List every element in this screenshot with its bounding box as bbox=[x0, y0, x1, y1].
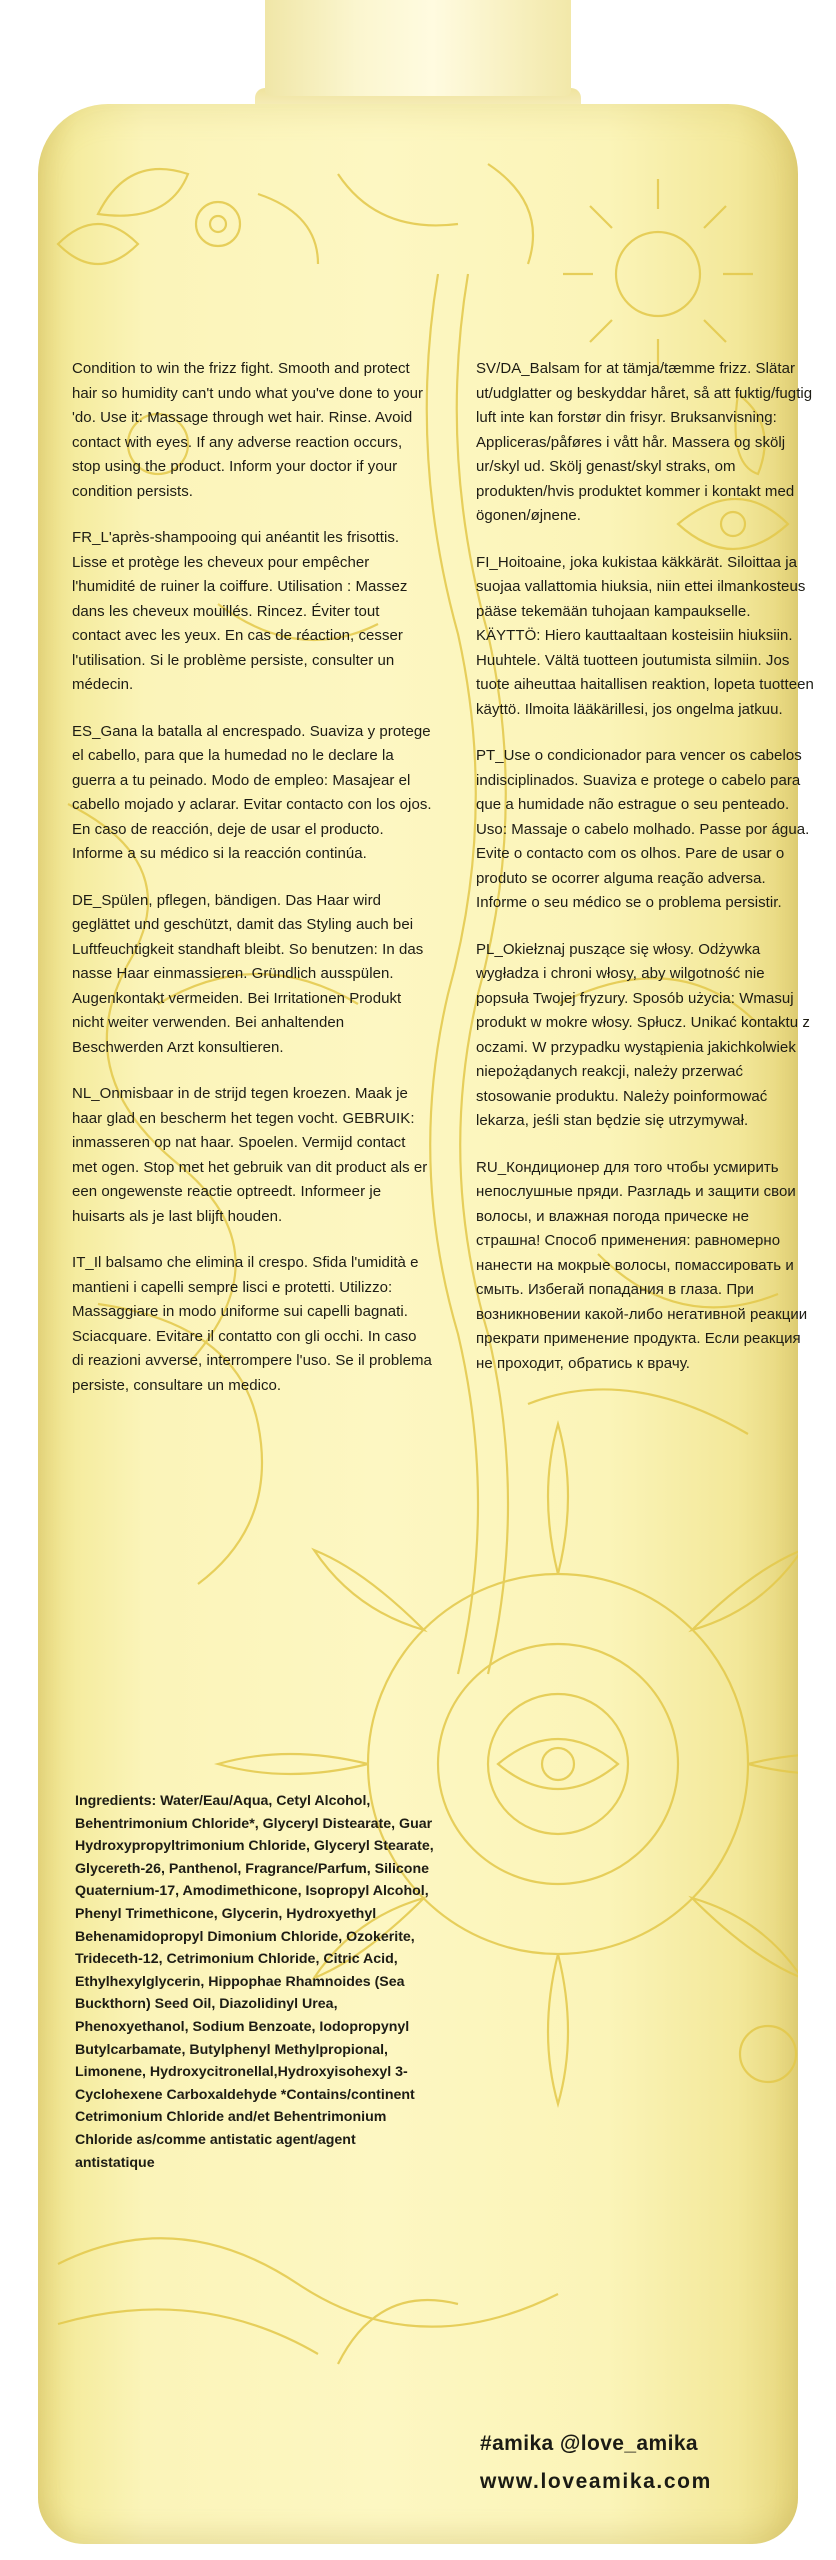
label-text-es: ES_Gana la batalla al encrespado. Suaviza y protege el cabello, para que la humedad no le declare la guerra a tu peinado. Modo de empleo: Masajear el cabello mojado y aclarar. Evitar contacto con los ojos. En caso de reacción, deje de usar el producto. Informe a su médico si la reacción continúa. bbox=[72, 722, 432, 862]
social-handles: #amika @love_amika bbox=[480, 2432, 698, 2455]
label-text-nl: NL_Onmisbaar in de strijd tegen kroezen. Maak je haar glad en bescherm het tegen vocht. GEBRUIK: inmasseren op nat haar. Spoelen. Vermijd contact met ogen. Stop met het gebruik van dit product als er een ongewenste reactie optreedt. Informeer je huisarts als je last blijft houden. bbox=[72, 1085, 428, 1225]
label-text-ru: RU_Кондиционер для того чтобы усмирить непослушные пряди. Разгладь и защити свои волосы, и влажная погода прическе не страшна! Способ применения: равномерно нанести на мокрые волосы, помассировать и смыть. Избегай попадания в глаза. При возникновении какой-либо негативной реакции прекрати применение продукта. Если реакция не проходит, обратись к врачу. bbox=[476, 1158, 808, 1372]
label-column-right bbox=[476, 357, 816, 1398]
label-text-it: IT_Il balsamo che elimina il crespo. Sfida l'umidità e mantieni i capelli sempre lisci e protetti. Utilizzo: Massaggiare in modo uniforme sui capelli bagnati. Sciacquare. Evitare il contatto con gli occhi. In caso di reazioni avverse, interrompere l'uso. Se il problema persiste, consultare un medico. bbox=[72, 1254, 432, 1394]
bottle-cap bbox=[265, 0, 571, 96]
label-text-pl: PL_Okiełznaj puszące się włosy. Odżywka wygładza i chroni włosy, aby wilgotność nie popsuła Twojej fryzury. Sposób użycia: Wmasuj produkt w mokre włosy. Spłucz. Unikać kontaktu z oczami. W przypadku wystąpienia jakichkolwiek niepożądanych reakcji, należy przerwać stosowanie produktu. Należy poinformować lekarza, jeśli stan będzie się utrzymywał. bbox=[476, 940, 810, 1129]
ingredients-list: Ingredients: Water/Eau/Aqua, Cetyl Alcohol, Behentrimonium Chloride*, Glyceryl Distearate, Guar Hydroxypropyltrimonium Chloride, Glyceryl Stearate, Glycereth-26, Panthenol, Fragrance/Parfum, Silicone Quaternium-17, Amodimethicone, Isopropyl Alcohol, Phenyl Trimethicone, Glycerin, Hydroxyethyl Behenamidopropyl Dimonium Chloride, Ozokerite, Trideceth-12, Cetrimonium Chloride, Citric Acid, Ethylhexylglycerin, Hippophae Rhamnoides (Sea Buckthorn) Seed Oil, Diazolidinyl Urea, Phenoxyethanol, Sodium Benzoate, Iodopropynyl Butylcarbamate, Butylphenyl Methylpropional, Limonene, Hydroxycitronellal,Hydroxyisohexyl 3-Cyclohexene Carboxaldehyde *Contains/continent Cetrimonium Chloride and/et Behentrimonium Chloride as/comme antistatic agent/agent antistatique bbox=[75, 1793, 434, 2171]
label-text-en: Condition to win the frizz fight. Smooth and protect hair so humidity can't undo what you've done to your 'do. Use it: Massage through wet hair. Rinse. Avoid contact with eyes. If any adverse reaction occurs, stop using the product. Inform your doctor if your condition persists. bbox=[72, 360, 424, 500]
label-column-left bbox=[72, 357, 432, 1420]
website-url: www.loveamika.com bbox=[480, 2470, 712, 2493]
label-text-pt: PT_Use o condicionador para vencer os cabelos indisciplinados. Suaviza e protege o cabelo para que a humidade não estrague o seu penteado. Uso: Massaje o cabelo molhado. Passe por água. Evite o contacto com os olhos. Pare de usar o produto se ocorrer alguma reação adversa. Informe o seu médico se o problema persistir. bbox=[476, 747, 810, 911]
label-text-fi: FI_Hoitoaine, joka kukistaa käkkärät. Siloittaa ja suojaa vallattomia hiuksia, niin ettei ilmankosteus pääse tekemään tuhojaan kampaukselle. KÄYTTÖ: Hiero kauttaaltaan kosteisiin hiuksiin. Huuhtele. Vältä tuotteen joutumista silmiin. Jos tuote aiheuttaa haitallisen reaktion, lopeta tuotteen käyttö. Ilmoita lääkärillesi, jos ongelma jatkuu. bbox=[476, 553, 814, 718]
label-text-de: DE_Spülen, pflegen, bändigen. Das Haar wird geglättet und geschützt, damit das Styling auch bei Luftfeuchtigkeit standhaft bleibt. So benutzen: In das nasse Haar einmassieren. Gründlich ausspülen. Augenkontakt vermeiden. Bei Irritationen Produkt nicht weiter verwenden. Bei anhaltenden Beschwerden Arzt konsultieren. bbox=[72, 891, 424, 1056]
label-text-sv-da: SV/DA_Balsam for at tämja/tæmme frizz. Slätar ut/udglatter og beskyddar håret, så att fuktig/fugtig luft inte kan forstør din frisyr. Bruksanvisning: Appliceras/påføres i vått hår. Massera og skölj ur/skyl ud. Skölj genast/skyl straks, om produkten/hvis produktet kommer i kontakt med ögonen/øjnene. bbox=[476, 360, 813, 524]
label-text-fr: FR_L'après-shampooing qui anéantit les frisottis. Lisse et protège les cheveux pour empêcher l'humidité de ruiner la coiffure. Utilisation : Massez dans les cheveux mouillés. Rincez. Éviter tout contact avec les yeux. En cas de réaction, cesser l'utilisation. Si le problème persiste, consulter un médecin. bbox=[72, 529, 408, 693]
